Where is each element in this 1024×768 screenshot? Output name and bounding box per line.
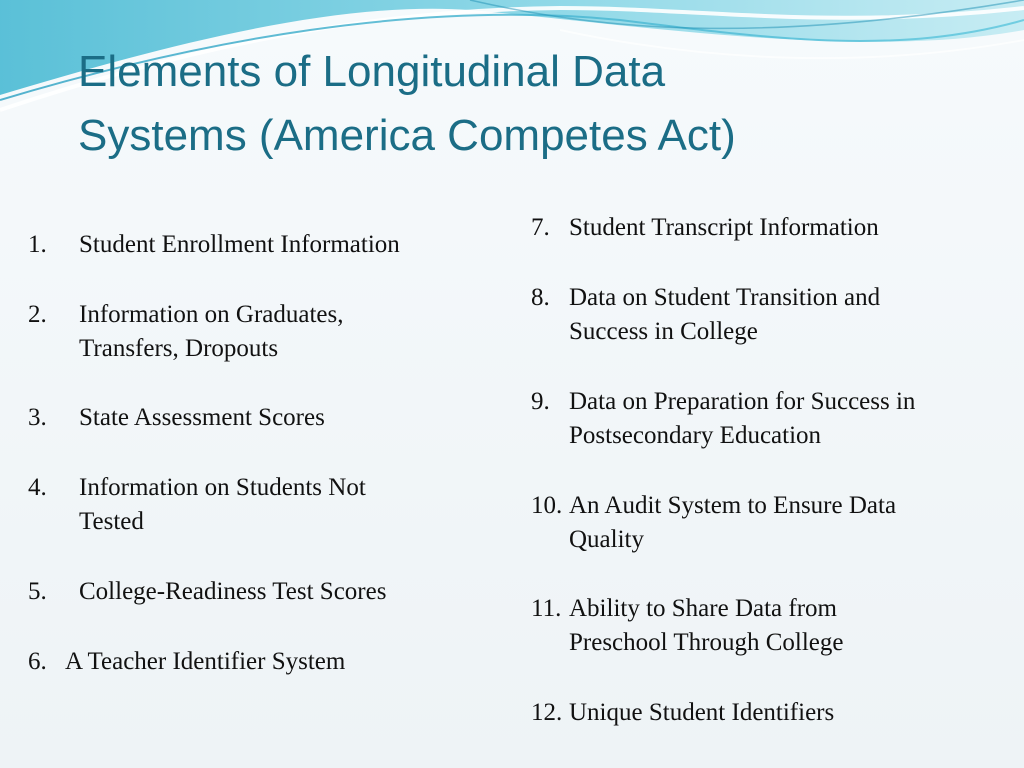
slide-title-line-1: Elements of Longitudinal Data [78,47,666,96]
list-item-number: 3. [28,404,47,431]
list-item-number: 8. [531,284,550,311]
list-item-text: Preschool Through College [569,629,844,656]
list-item-text: Information on Students Not [79,474,366,501]
slide-title [78,40,978,168]
list-item-text: Quality [569,526,644,553]
list-item-number: 4. [28,474,47,501]
slide-title-line-2: Systems (America Competes Act) [78,111,736,160]
list-item-number: 9. [531,388,550,415]
list-item-text: Tested [79,508,144,535]
list-item [531,385,1011,457]
list-item-text: Transfers, Dropouts [79,335,279,362]
list-item-text: A Teacher Identifier System [65,648,346,675]
list-item-text: Data on Preparation for Success in [569,388,916,415]
list-item-number: 5. [28,578,47,605]
list-item-text: Unique Student Identifiers [569,699,835,726]
list-item-number: 7. [531,214,550,241]
list-item-text: Information on Graduates, [79,301,344,328]
list-item-text: College-Readiness Test Scores [79,578,387,605]
list-item-text: Student Transcript Information [569,214,879,241]
list-item [28,575,508,615]
list-item [28,471,508,543]
list-item-text: An Audit System to Ensure Data [569,492,897,519]
list-item-text: Success in College [569,318,758,345]
list-item [28,645,508,685]
list-item-number: 10. [531,492,563,519]
list-item [28,298,508,370]
list-item [28,228,508,268]
list-item [531,281,1011,353]
list-item-number: 11. [531,595,562,622]
list-item-number: 6. [28,648,47,675]
list-item-text: Postsecondary Education [569,422,822,449]
list-item-text: Data on Student Transition and [569,284,881,311]
list-item-text: Ability to Share Data from [569,595,837,622]
list-item-number: 2. [28,301,47,328]
list-item [531,489,1011,561]
list-item [28,401,508,441]
list-item [531,592,1011,664]
list-item-number: 1. [28,231,47,258]
list-item [531,696,1011,736]
list-item-text: Student Enrollment Information [79,231,400,258]
list-item-text: State Assessment Scores [79,404,325,431]
list-item-number: 12. [531,699,563,726]
list-item [531,211,1011,251]
